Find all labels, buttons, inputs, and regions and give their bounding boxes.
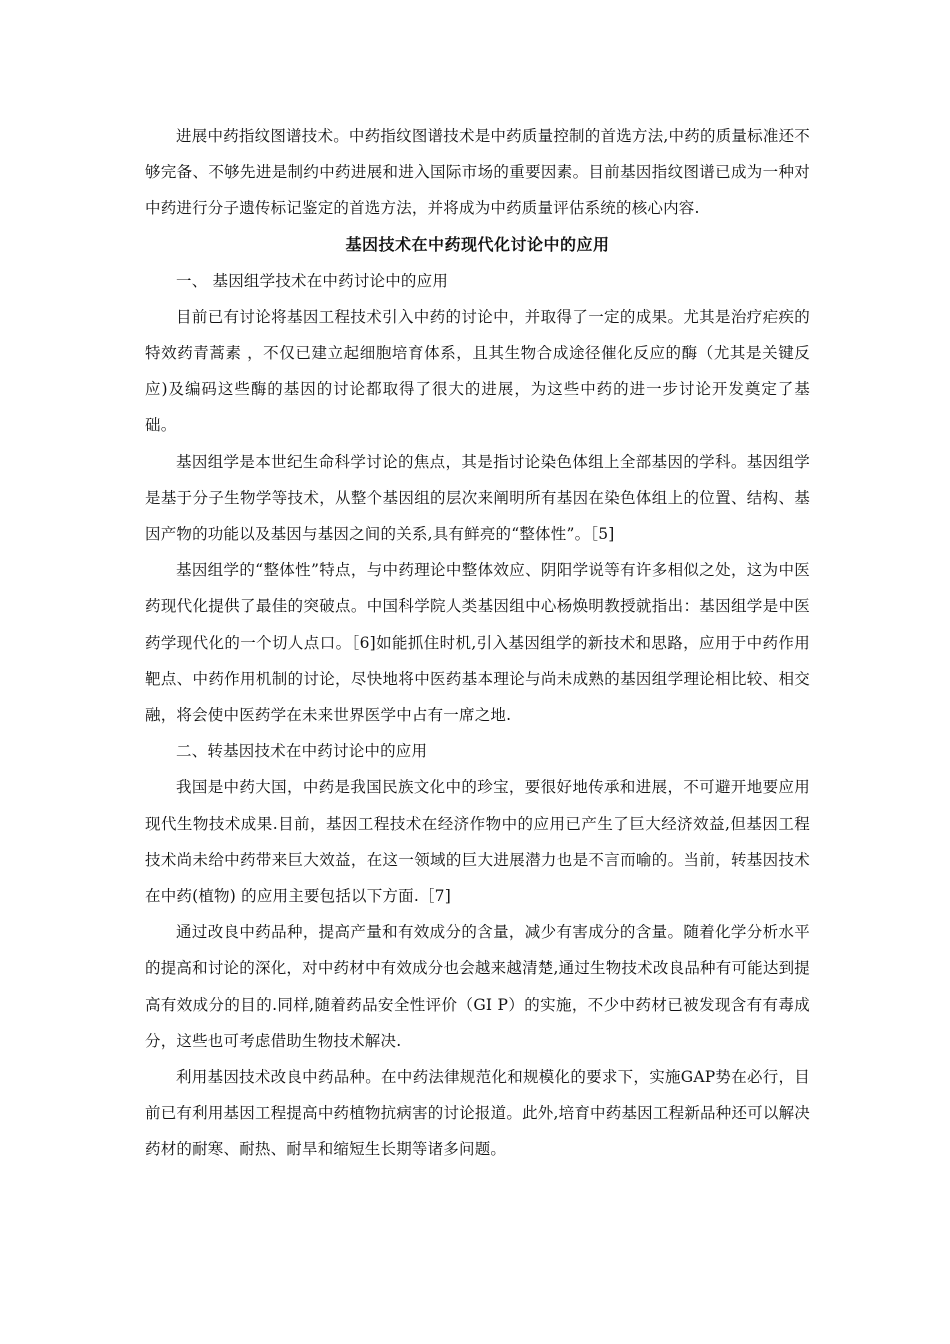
- section-title: 基因技术在中药现代化讨论中的应用: [345, 234, 610, 254]
- part1-paragraph-1: 目前已有讨论将基因工程技术引入中药的讨论中，并取得了一定的成果。尤其是治疗疟疾的特效药青蒿素 ，不仅已建立起细胞培育体系，且其生物合成途径催化反应的酶（尤其是关键反应)及编码这些酶的基因的讨论都取得了很大的进展，为这些中药的进一步讨论开发奠定了基础。: [145, 307, 810, 435]
- part1-heading: 一、 基因组学技术在中药讨论中的应用: [176, 271, 449, 290]
- part1-paragraph-3: 基因组学的“整体性”特点，与中药理论中整体效应、阴阳学说等有许多相似之处，这为中医药现代化提供了最佳的突破点。中国科学院人类基因组中心杨焕明教授就指出：基因组学是中医药学现代化的一个切人点口。［6]如能抓住时机,引入基因组学的新技术和思路，应用于中药作用靶点、中药作用机制的讨论，尽快地将中医药基本理论与尚未成熟的基因组学理论相比较、相交融，将会使中医药学在未来世界医学中占有一席之地.: [145, 561, 810, 725]
- intro-paragraph: 进展中药指纹图谱技术。中药指纹图谱技术是中药质量控制的首选方法,中药的质量标准还不够完备、不够先进是制约中药进展和进入国际市场的重要因素。目前基因指纹图谱已成为一种对中药进行分子遗传标记鉴定的首选方法，并将成为中药质量评估系统的核心内容.: [145, 127, 810, 218]
- part2-paragraph-1: 我国是中药大国，中药是我国民族文化中的珍宝，要很好地传承和进展，不可避开地要应用现代生物技术成果.目前，基因工程技术在经济作物中的应用已产生了巨大经济效益,但基因工程技术尚未给中药带来巨大效益，在这一领域的巨大进展潜力也是不言而喻的。当前，转基因技术在中药(植物) 的应用主要包括以下方面.［7]: [145, 778, 810, 906]
- document-page: [145, 118, 810, 1168]
- part2-paragraph-2: 通过改良中药品种，提高产量和有效成分的含量，减少有害成分的含量。随着化学分析水平的提高和讨论的深化，对中药材中有效成分也会越来越清楚,通过生物技术改良品种有可能达到提高有效成分的目的.同样,随着药品安全性评价（GI P）的实施，不少中药材已被发现含有有毒成分，这些也可考虑借助生物技术解决.: [145, 923, 810, 1050]
- part1-paragraph-2: 基因组学是本世纪生命科学讨论的焦点，其是指讨论染色体组上全部基因的学科。基因组学是基于分子生物学等技术，从整个基因组的层次来阐明所有基因在染色体组上的位置、结构、基因产物的功能以及基因与基因之间的关系,具有鲜亮的“整体性”。［5]: [145, 452, 810, 544]
- part2-paragraph-3: 利用基因技术改良中药品种。在中药法律规范化和规模化的要求下，实施GAP势在必行，目前已有利用基因工程提高中药植物抗病害的讨论报道。此外,培育中药基因工程新品种还可以解决药材的耐寒、耐热、耐旱和缩短生长期等诸多问题。: [145, 1068, 810, 1159]
- part2-heading: 二、转基因技术在中药讨论中的应用: [176, 742, 428, 761]
